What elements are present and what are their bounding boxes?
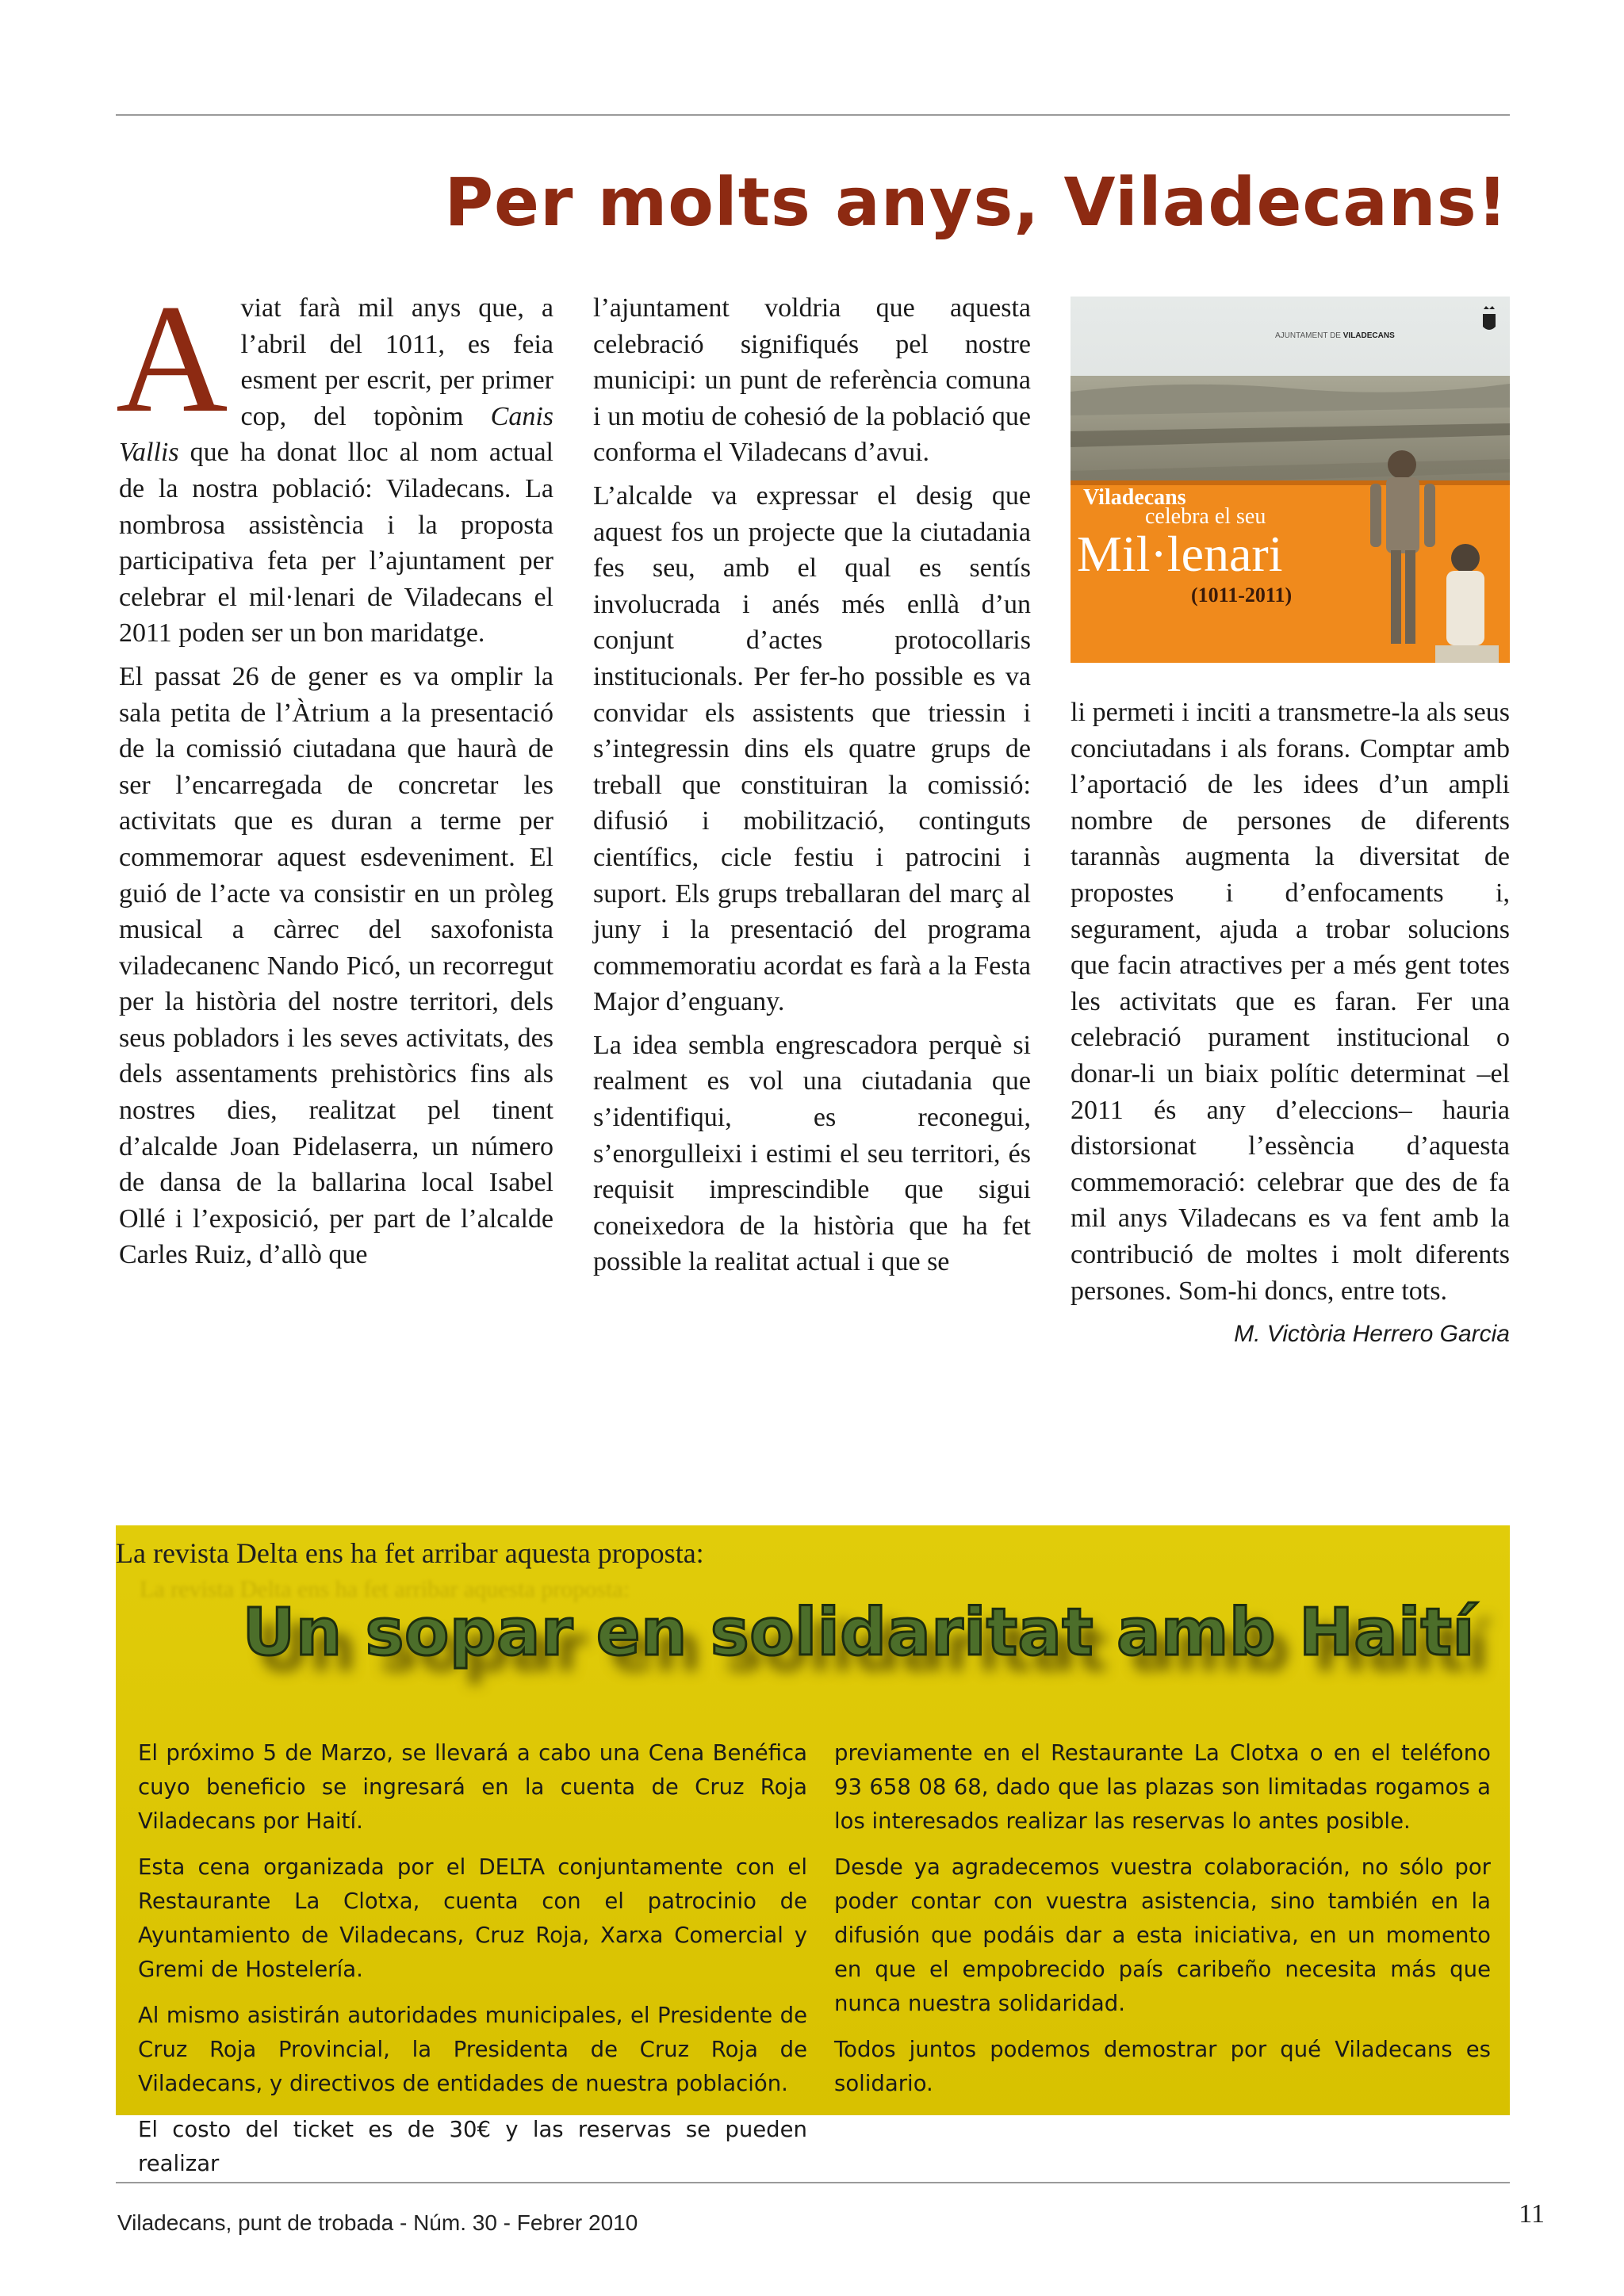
promo-intro-shadow: La revista Delta ens ha fet arribar aquesta proposta: bbox=[140, 1576, 630, 1602]
promo-column-2 bbox=[834, 1736, 1491, 2113]
article-paragraph: L’alcalde va expressar el desig que aquest fos un projecte que la ciutadania fes seu, amb el qual es sentís involucrada i anés més enllà d’un conjunt d’actes protocollaris institucionals. Per fer-ho possible es va convidar els assistents que triessin i s’integressin dins els quatre grups de treball que constituiran la comissió: difusió i mobilització, continguts científics, cicle festiu i patrocini i suport. Els grups treballaran del març al juny i la presentació del programa commemoratiu acordat es farà a la Festa Major d’enguany. bbox=[593, 480, 1031, 1017]
promo-intro: La revista Delta ens ha fet arribar aquesta proposta: bbox=[116, 1537, 704, 1569]
promo-paragraph: Al mismo asistirán autoridades municipales, el Presidente de Cruz Roja Provincial, la Presidenta de Cruz Roja de Viladecans, y directivos de entidades de nuestra población. bbox=[138, 2003, 807, 2096]
poster-org-prefix: AJUNTAMENT DE bbox=[1275, 331, 1341, 340]
bottom-rule bbox=[116, 2182, 1510, 2183]
promo-paragraph: El próximo 5 de Marzo, se llevará a cabo una Cena Benéfica cuyo beneficio se ingresará en la cuenta de Cruz Roja Viladecans por Haití. bbox=[138, 1740, 807, 1834]
article-paragraph: li permeti i inciti a transmetre-la als seus conciutadans i als forans. Comptar amb l’aportació de les idees d’un ampli nombre de persones de diferents tarannàs augmenta la diversitat de propostes i d’enfocaments i, segurament, ajuda a trobar solucions que facin atractives per a més gent totes les activitats que es faran. Fer una celebració purament institucional o donar-li un biaix polític determinat –el 2011 és any d’eleccions– hauria distorsionat l’essència d’aquesta commemoració: celebrar que des de fa mil anys Viladecans es va fent amb la contribució de moltes i molt diferents persones. Som-hi doncs, entre tots. bbox=[1071, 698, 1510, 1306]
promo-box bbox=[116, 1525, 1510, 2176]
millennium-poster bbox=[1071, 297, 1510, 663]
promo-paragraph: El costo del ticket es de 30€ y las reservas se pueden realizar bbox=[138, 2117, 807, 2176]
poster-line2: celebra el seu bbox=[1145, 504, 1266, 529]
article-column-2 bbox=[593, 290, 1031, 1288]
poster-years: (1011-2011) bbox=[1191, 584, 1293, 607]
poster-title: Mil·lenari bbox=[1077, 526, 1283, 582]
promo-title: Un sopar en solidaritat amb Haití bbox=[242, 1595, 1475, 1670]
article-paragraph: El passat 26 de gener es va omplir la sala petita de l’Àtrium a la presentació de la comissió ciutadana que haurà de ser l’encarregada de concretar les activitats que es duran a terme per commemorar aquest esdeveniment. El guió de l’acte va consistir en un pròleg musical a càrrec del saxofonista viladecanenc Nando Picó, un recorregut per la història del nostre territori, dels seus pobladors i les seves activitats, des dels assentaments prehistòrics fins als nostres dies, realitzat pel tinent d’alcalde Joan Pidelaserra, un número de dansa de la ballarina local Isabel Ollé i l’exposició, per part de l’alcalde Carles Ruiz, d’allò que bbox=[119, 661, 553, 1270]
article-column-1 bbox=[116, 273, 553, 1280]
poster-org-name: VILADECANS bbox=[1342, 331, 1395, 340]
promo-paragraph: Todos juntos podemos demostrar por qué Viladecans es solidario. bbox=[834, 2037, 1491, 2096]
top-rule bbox=[116, 114, 1510, 116]
poster-line1: Viladecans bbox=[1083, 485, 1186, 510]
byline: M. Victòria Herrero Garcia bbox=[1234, 1321, 1510, 1348]
article-column-3 bbox=[1071, 695, 1510, 1360]
page-number: 11 bbox=[1519, 2199, 1545, 2229]
promo-paragraph: Esta cena organizada por el DELTA conjuntamente con el Restaurante La Clotxa, cuenta con el patrocinio de Ayuntamiento de Viladecans, Cruz Roja, Xarxa Comercial y Gremi de Hostelería. bbox=[138, 1854, 807, 1982]
article-paragraph: l’ajuntament voldria que aquesta celebració signifiqués pel nostre municipi: un punt de referència comuna i un motiu de cohesió de la població que conforma el Viladecans d’avui. bbox=[593, 293, 1031, 468]
promo-paragraph: previamente en el Restaurante La Clotxa o en el teléfono 93 658 08 68, dado que las plazas son limitadas rogamos a los interesados realizar las reservas lo antes posible. bbox=[834, 1740, 1491, 1834]
poster-artwork bbox=[1071, 297, 1510, 663]
poster-org bbox=[1275, 331, 1395, 340]
place-name: Canis Vallis bbox=[119, 401, 553, 468]
footer-publication: Viladecans, punt de trobada - Núm. 30 - Febrer 2010 bbox=[117, 2210, 638, 2235]
text-run: viat farà mil anys que, a l’abril del 1011, es feia esment per escrit, per primer cop, del topònim bbox=[240, 293, 553, 431]
promo-column-1 bbox=[138, 1736, 807, 2193]
article-paragraph: La idea sembla engrescadora perquè si realment es vol una ciutadania que s’identifiqui, es reconegui, s’enorgulleixi i estimi el seu territori, és requisit imprescindible que sigui coneixedora de la història que ha fet possible la realitat actual i que se bbox=[593, 1030, 1031, 1277]
drop-cap: A bbox=[116, 273, 228, 445]
article-paragraph bbox=[116, 273, 553, 652]
article-title: Per molts anys, Viladecans! bbox=[444, 163, 1508, 241]
text-run: que ha donat lloc al nom actual de la nostra població: Viladecans. La nombrosa assistència i la proposta participativa feta per l’ajuntament per celebrar el mil·lenari de Viladecans el 2011 poden ser un bon maridatge. bbox=[119, 438, 553, 649]
promo-paragraph: Desde ya agradecemos vuestra colaboración, no sólo por poder contar con vuestra asistencia, sino también en la difusión que podáis dar a esta iniciativa, en un momento en que el empobrecido país caribeño necesita más que nunca nuestra solidaridad. bbox=[834, 1854, 1491, 2016]
